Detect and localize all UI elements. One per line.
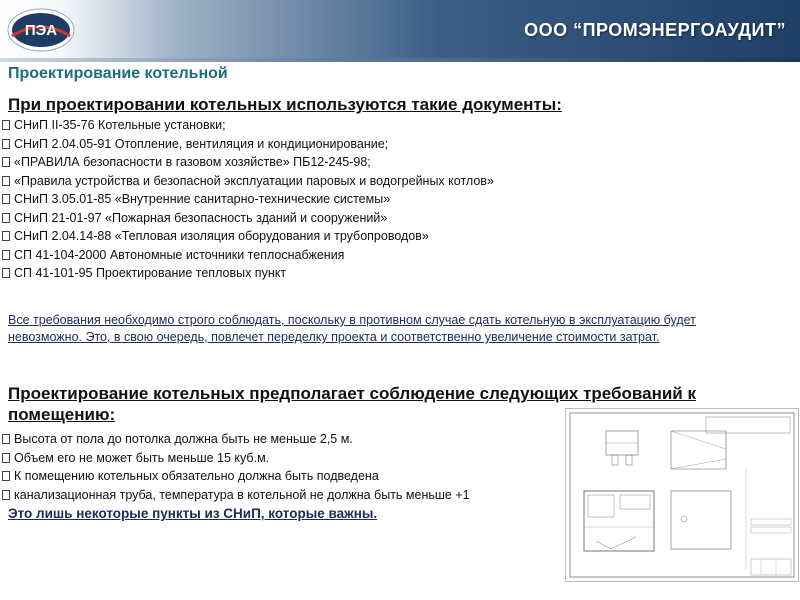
list-item-text: СНиП 3.05.01-85 «Внутренние санитарно-технические системы»: [14, 192, 391, 206]
checkbox-bullet-icon: [2, 471, 10, 481]
checkbox-bullet-icon: [2, 250, 10, 260]
header-divider: [0, 58, 800, 62]
checkbox-bullet-icon: [2, 434, 10, 444]
list-item-text: СНиП 2.04.05-91 Отопление, вентиляция и кондиционирование;: [14, 136, 389, 151]
checkbox-bullet-icon: [2, 268, 10, 278]
list-item: [0, 264, 494, 283]
list-item-text: Высота от пола до потолка должна быть не меньше 2,5 м.: [14, 432, 353, 446]
list-item-text: канализационная труба, температура в котельной не должна быть меньше +1: [14, 487, 470, 502]
list-item: [0, 135, 494, 154]
section1-heading: При проектировании котельных используются такие документы:: [8, 95, 562, 114]
footer-note: Это лишь некоторые пункты из СНиП, которые важны.: [8, 506, 378, 521]
boiler-room-drawing: [565, 408, 799, 582]
list-item: [0, 153, 494, 172]
checkbox-bullet-icon: [2, 176, 10, 186]
list-item: [0, 116, 494, 135]
header-bar: [0, 0, 800, 62]
list-item-text: К помещению котельных обязательно должна быть подведена: [14, 469, 379, 483]
list-item: [0, 190, 494, 209]
list-item: [0, 486, 470, 505]
list-item-text: «ПРАВИЛА безопасности в газовом хозяйстве» ПБ12-245-98;: [14, 155, 371, 169]
list-item: [0, 430, 470, 449]
room-requirements-list: [0, 430, 470, 504]
list-item-text: СНиП II-35-76 Котельные установки;: [14, 118, 226, 132]
checkbox-bullet-icon: [2, 120, 10, 130]
section2-heading: Проектирование котельных предполагает соблюдение следующих требований к помещению:: [8, 384, 696, 424]
checkbox-bullet-icon: [2, 139, 10, 149]
checkbox-bullet-icon: [2, 194, 10, 204]
company-logo: [6, 6, 76, 54]
checkbox-bullet-icon: [2, 213, 10, 223]
list-item-text: «Правила устройства и безопасной эксплуатации паровых и водогрейных котлов»: [14, 173, 494, 188]
list-item: [0, 209, 494, 228]
list-item: [0, 227, 494, 246]
list-item: [0, 246, 494, 265]
list-item: [0, 467, 470, 486]
list-item-text: СНиП 21-01-97 «Пожарная безопасность зданий и сооружений»: [14, 210, 388, 225]
list-item-text: СНиП 2.04.14-88 «Тепловая изоляция оборудования и трубопроводов»: [14, 229, 429, 243]
list-item: [0, 449, 470, 468]
logo-text: ПЭА: [24, 22, 58, 39]
checkbox-bullet-icon: [2, 231, 10, 241]
list-item: [0, 172, 494, 191]
list-item-text: Объем его не может быть меньше 15 куб.м.: [14, 450, 270, 465]
list-item-text: СП 41-101-95 Проектирование тепловых пункт: [14, 266, 287, 280]
checkbox-bullet-icon: [2, 157, 10, 167]
company-name: ООО “ПРОМЭНЕРГОАУДИТ”: [524, 20, 786, 40]
checkbox-bullet-icon: [2, 453, 10, 463]
list-item-text: СП 41-104-2000 Автономные источники теплоснабжения: [14, 247, 345, 262]
documents-list: [0, 116, 494, 283]
checkbox-bullet-icon: [2, 490, 10, 500]
requirements-note: Все требования необходимо строго соблюдать, поскольку в противном случае сдать котельную в эксплуатацию будет невозможно. Это, в свою очередь, повлечет переделку проекта и соответственно увеличение стоимости затрат.: [8, 313, 696, 344]
page-title: Проектирование котельной: [8, 65, 228, 82]
